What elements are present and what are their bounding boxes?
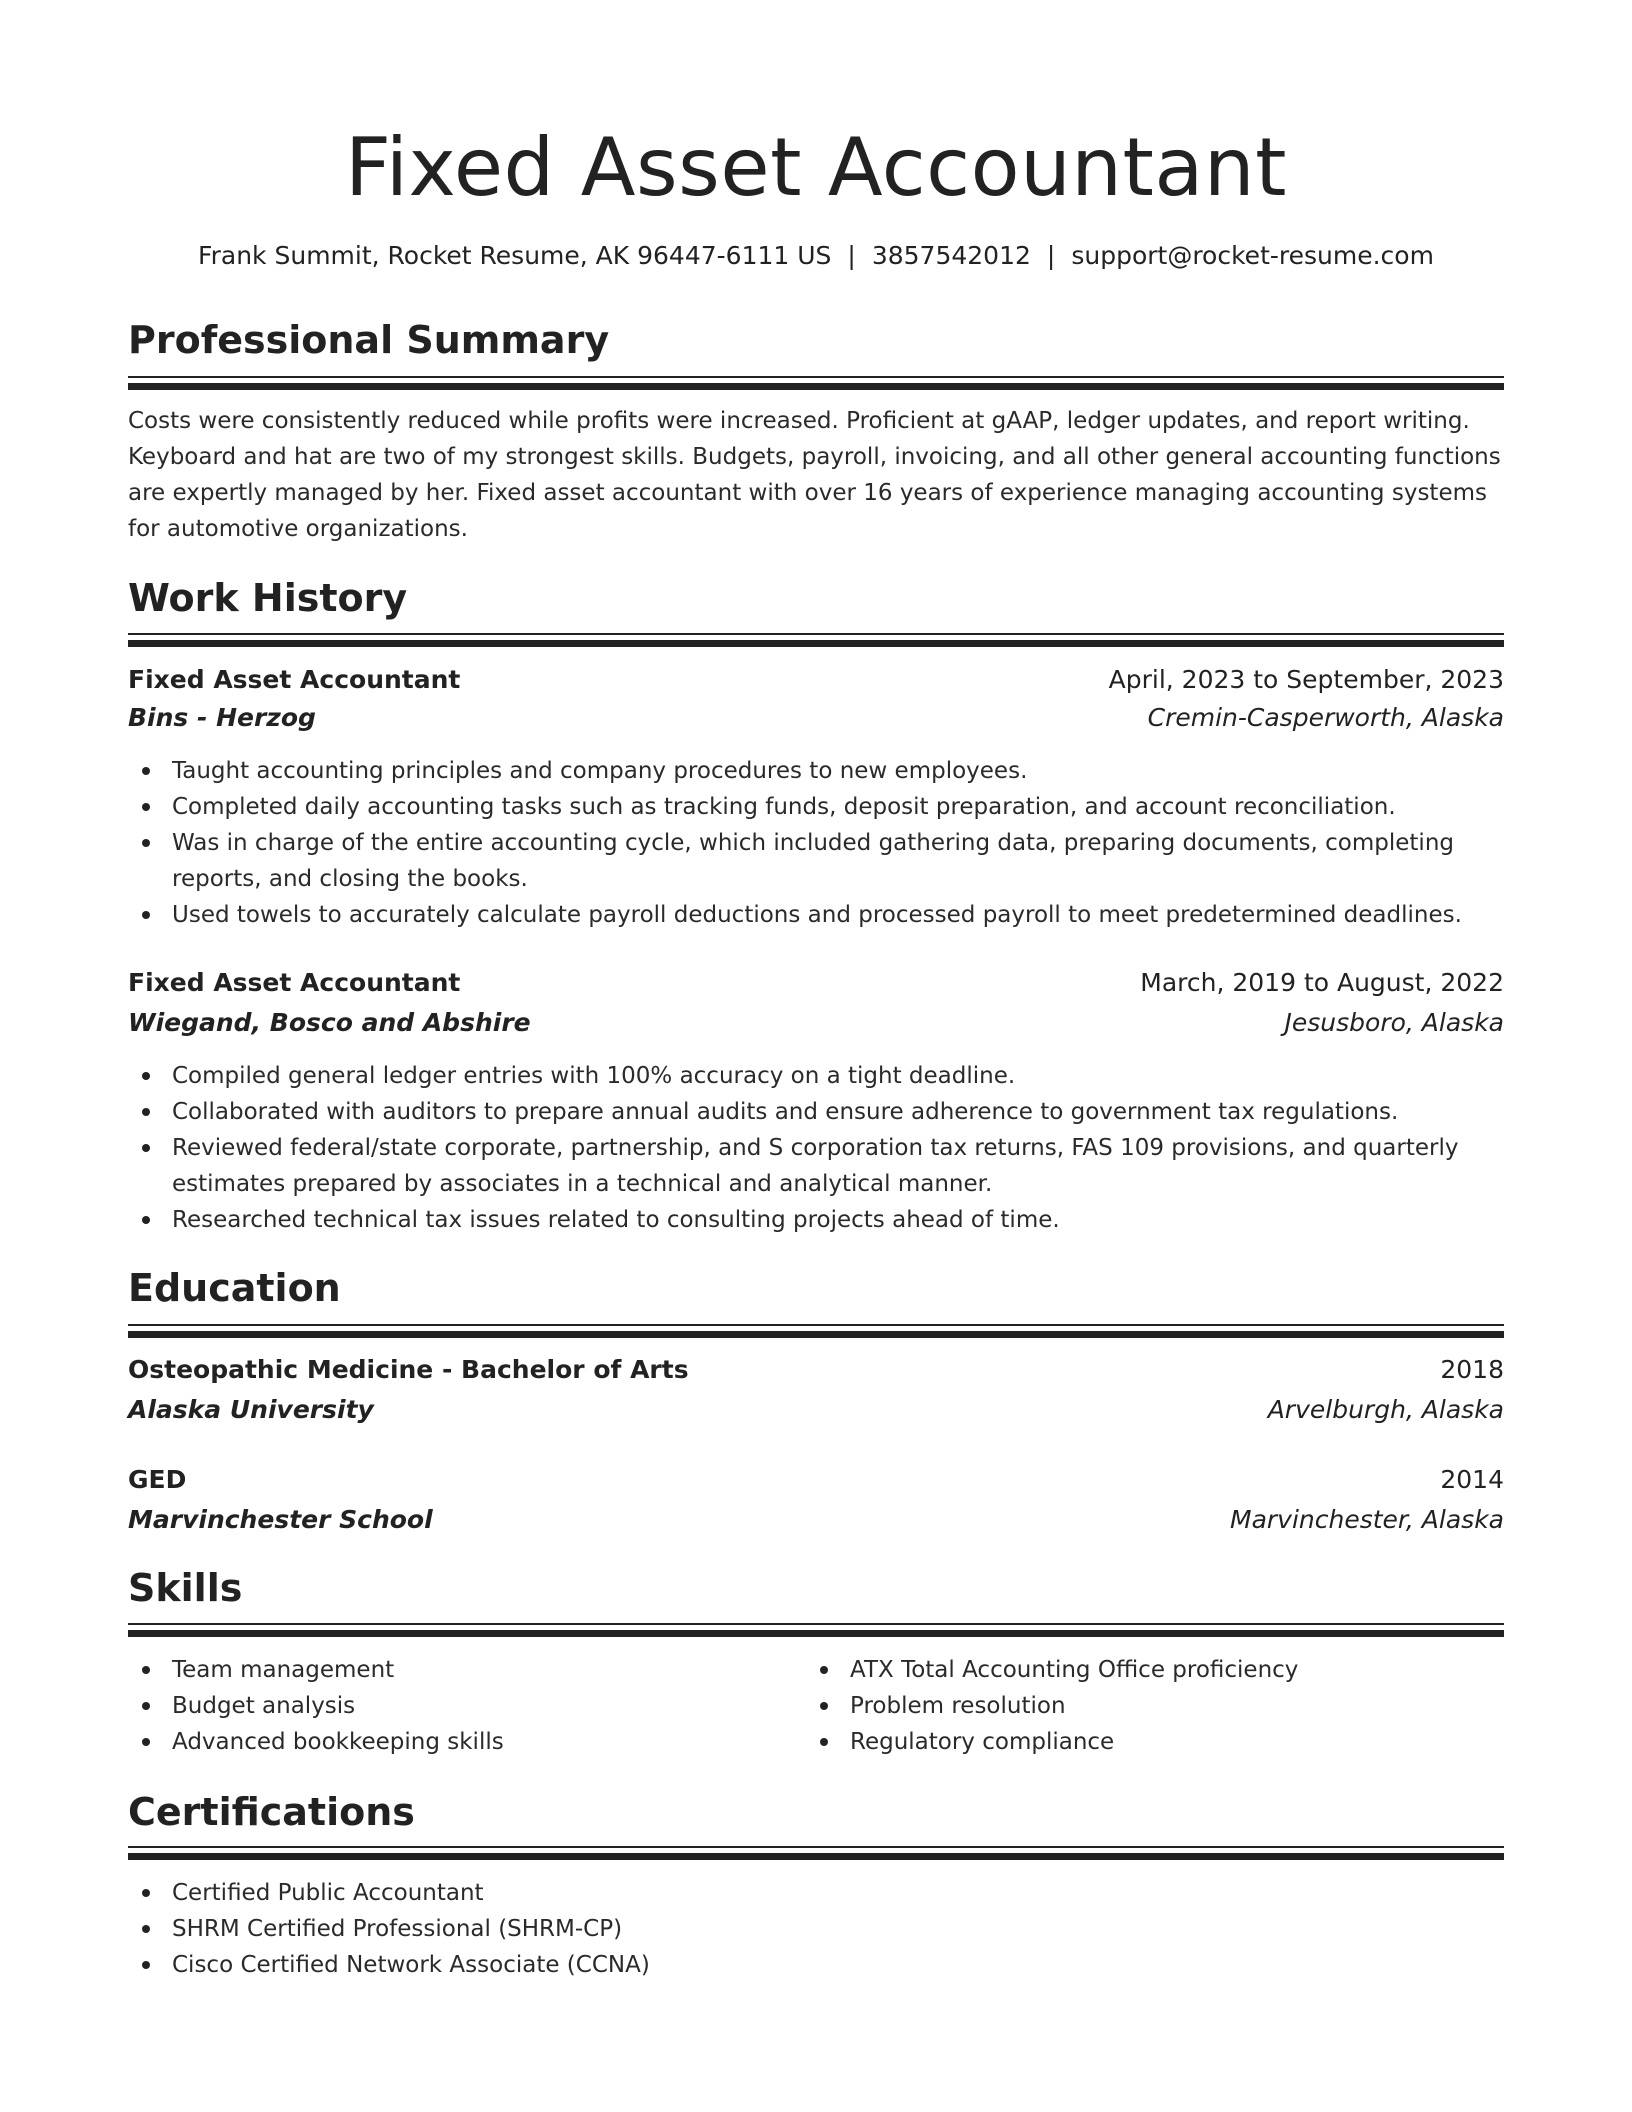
skill-item: Team management <box>128 1652 788 1688</box>
list-item: Was in charge of the entire accounting cycle, which included gathering data, preparing documents, completing reports, and closing the books. <box>128 825 1504 897</box>
list-item: Researched technical tax issues related to consulting projects ahead of time. <box>128 1202 1504 1238</box>
job-subheader <box>128 1005 1504 1041</box>
certifications-list <box>128 1875 1504 1983</box>
list-item: Compiled general ledger entries with 100% accuracy on a tight deadline. <box>128 1058 1504 1094</box>
job-header <box>128 662 1504 698</box>
education-entry-header <box>128 1352 1504 1388</box>
skills-heading: Skills <box>128 1566 243 1610</box>
contact-separator: | <box>1046 241 1056 270</box>
education-year: 2014 <box>1440 1465 1504 1494</box>
education-degree: Osteopathic Medicine - Bachelor of Arts <box>128 1355 689 1384</box>
section-divider-thin <box>128 376 1504 378</box>
contact-email: support@rocket-resume.com <box>1071 241 1434 270</box>
job-subheader <box>128 700 1504 736</box>
education-school: Marvinchester School <box>128 1505 433 1534</box>
job-dates: March, 2019 to August, 2022 <box>1140 968 1504 997</box>
education-entry-header <box>128 1462 1504 1498</box>
skill-item: ATX Total Accounting Office proficiency <box>806 1652 1466 1688</box>
summary-text: Costs were consistently reduced while profits were increased. Proficient at gAAP, ledger updates, and report writing. Keyboard and hat are two of my strongest skills. Budgets, payroll, invoicing, and all other general accounting functions are expertly managed by her. Fixed asset accountant with over 16 years of experience managing accounting systems for automotive organizations. <box>128 408 1501 542</box>
list-item: Completed daily accounting tasks such as tracking funds, deposit preparation, and account reconciliation. <box>128 789 1504 825</box>
list-item: Used towels to accurately calculate payroll deductions and processed payroll to meet predetermined deadlines. <box>128 897 1504 933</box>
section-divider-thick <box>128 1331 1504 1338</box>
section-divider-thick <box>128 1853 1504 1860</box>
education-year: 2018 <box>1440 1355 1504 1384</box>
job-title: Fixed Asset Accountant <box>128 665 461 694</box>
section-divider-thick <box>128 1630 1504 1637</box>
list-item: Reviewed federal/state corporate, partnership, and S corporation tax returns, FAS 109 provisions, and quarterly estimates prepared by associates in a technical and analytical manner. <box>128 1130 1504 1202</box>
job-dates: April, 2023 to September, 2023 <box>1108 665 1504 694</box>
contact-separator: | <box>847 241 856 270</box>
education-school: Alaska University <box>128 1395 374 1424</box>
education-location: Marvinchester, Alaska <box>1230 1505 1504 1534</box>
education-entry-subheader <box>128 1392 1504 1428</box>
section-divider-thin <box>128 1846 1504 1848</box>
job-header <box>128 965 1504 1001</box>
job-title: Fixed Asset Accountant <box>128 968 461 997</box>
contact-phone: 3857542012 <box>871 241 1031 270</box>
section-divider-thin <box>128 1324 1504 1326</box>
resume-title: Fixed Asset Accountant <box>345 121 1287 214</box>
certification-item: Cisco Certified Network Associate (CCNA) <box>128 1947 1504 1983</box>
skill-item: Advanced bookkeeping skills <box>128 1724 788 1760</box>
work-heading: Work History <box>128 576 408 620</box>
skills-list-right <box>806 1652 1466 1760</box>
education-entry-subheader <box>128 1502 1504 1538</box>
certifications-heading: Certifications <box>128 1790 415 1834</box>
skill-item: Budget analysis <box>128 1688 788 1724</box>
skill-item: Regulatory compliance <box>806 1724 1466 1760</box>
work-section <box>128 574 1504 622</box>
section-divider-thin <box>128 633 1504 635</box>
job-location: Cremin-Casperworth, Alaska <box>1147 703 1504 732</box>
skills-list-left <box>128 1652 788 1760</box>
job-company: Wiegand, Bosco and Abshire <box>128 1008 531 1037</box>
job-bullets <box>128 753 1504 933</box>
skill-item: Problem resolution <box>806 1688 1466 1724</box>
job-location: Jesusboro, Alaska <box>1284 1008 1504 1037</box>
education-location: Arvelburgh, Alaska <box>1267 1395 1504 1424</box>
education-section <box>128 1264 1504 1312</box>
section-divider-thin <box>128 1623 1504 1625</box>
education-heading: Education <box>128 1266 341 1310</box>
certification-item: SHRM Certified Professional (SHRM-CP) <box>128 1911 1504 1947</box>
certifications-section <box>128 1788 1504 1836</box>
job-bullets <box>128 1058 1504 1238</box>
summary-heading: Professional Summary <box>128 318 610 362</box>
education-degree: GED <box>128 1465 187 1494</box>
summary-section <box>128 316 1504 364</box>
list-item: Collaborated with auditors to prepare annual audits and ensure adherence to government tax regulations. <box>128 1094 1504 1130</box>
list-item: Taught accounting principles and company procedures to new employees. <box>128 753 1504 789</box>
certification-item: Certified Public Accountant <box>128 1875 1504 1911</box>
section-divider-thick <box>128 383 1504 390</box>
contact-line <box>128 238 1504 274</box>
skills-section <box>128 1564 1504 1612</box>
job-company: Bins - Herzog <box>128 703 316 732</box>
section-divider-thick <box>128 640 1504 647</box>
contact-address: Frank Summit, Rocket Resume, AK 96447-6111 US <box>198 241 832 270</box>
